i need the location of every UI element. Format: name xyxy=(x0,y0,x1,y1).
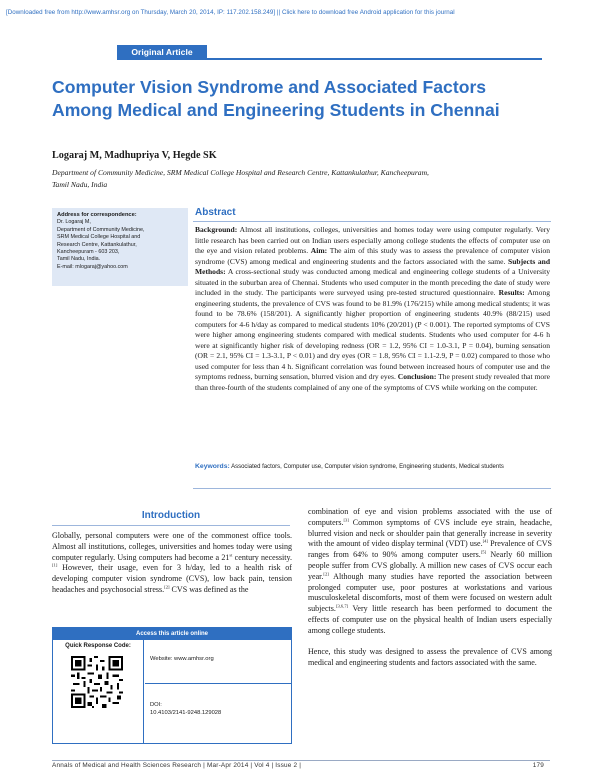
abstract-methods-text: A cross-sectional study was conducted among medical and engineering college students of a University situated in the suburban area of Chennai. Students who used computer in the month preceding the date of study were included in the study. The participants were surveyed using pre-tested structured questionnaire. xyxy=(195,267,550,297)
correspondence-line: SRM Medical College Hospital and xyxy=(57,234,141,241)
keywords-label: Keywords: xyxy=(195,463,230,470)
access-box-title: Access this article online xyxy=(53,628,291,640)
intro-text: Prevalence of CVS ranges from 64% to 90% among computer users. xyxy=(308,539,553,560)
abstract-conclusion-text: The present study revealed that more than three-fourth of the students complained of any one of the symptoms of CVS while working on the computer. xyxy=(195,372,550,392)
citation[interactable]: [3,6,7] xyxy=(335,603,349,609)
section-tag-label: Original Article xyxy=(117,45,207,59)
introduction-rule xyxy=(52,525,290,526)
section-rule xyxy=(117,58,542,60)
abstract-methods-label: Subjects and Methods: xyxy=(195,256,551,276)
qr-label: Quick Response Code: xyxy=(65,643,131,649)
intro-text: Although many studies have reported the association between prolonged computer use, poor postures at workstations and various musculoskeletal discomforts, most of them were focused on western adult subjects. xyxy=(308,571,552,614)
citation[interactable]: [3] xyxy=(343,517,349,523)
correspondence-email[interactable]: E-mail: mlogaraj@yahoo.com xyxy=(57,263,128,270)
abstract-aim-label: Aim: xyxy=(310,246,328,255)
intro-text: Common symptoms of CVS include eye strain, headache, blurred vision and neck or shoulder pain that generally increase in severity with the amount of video display terminal (VDT) use. xyxy=(308,517,552,549)
access-doi xyxy=(145,685,291,743)
intro-text: Nearly 60 million people suffer from CVS globally. A million new cases of CVS occur each year. xyxy=(308,550,552,581)
intro-text: century necessity. xyxy=(232,552,292,562)
intro-column-2 xyxy=(308,507,552,680)
citation[interactable]: [1] xyxy=(52,562,58,568)
affiliation-line-1: Department of Community Medicine, SRM Medical College Hospital and Research Centre, Kattankulathur, Kancheepuram, xyxy=(52,168,429,177)
correspondence-line: Research Centre, Kattankulathur, xyxy=(57,241,137,248)
intro-text: combination of eye and vision problems associated with the use of computers. xyxy=(308,507,552,527)
abstract-body xyxy=(195,225,550,393)
abstract-background-text: Almost all institutions, colleges, universities and homes today were using computer regularly. Very little research has been carried out on Indian users especially among college students the effects of computer use on the eye and vision related problems. xyxy=(195,225,550,255)
intro-paragraph xyxy=(308,507,552,637)
citation[interactable]: [5] xyxy=(480,549,487,555)
intro-text: CVS was defined as the xyxy=(169,584,249,594)
intro-text: Very little research has been performed to document the effects of computer use on the physical health of Indian users especially among college students. xyxy=(308,604,552,635)
qr-panel xyxy=(53,640,144,744)
correspondence-line: Dr. Logaraj M, xyxy=(57,219,91,226)
article-title xyxy=(52,76,572,122)
title-line-1: Computer Vision Syndrome and Associated Factors xyxy=(52,77,487,97)
correspondence-line: Tamil Nadu, India. xyxy=(57,256,101,263)
abstract-heading: Abstract xyxy=(195,207,236,218)
download-banner[interactable]: [Downloaded free from http://www.amhsr.org on Thursday, March 20, 2014, IP: 117.202.158.249] || Click here to download free Android application for this journal xyxy=(6,9,455,16)
access-online-box xyxy=(52,627,292,744)
correspondence-line: Department of Community Medicine, xyxy=(57,226,145,233)
footer-journal: Annals of Medical and Health Sciences Research | Mar-Apr 2014 | Vol 4 | Issue 2 | xyxy=(52,762,302,769)
abstract-rule xyxy=(193,221,551,222)
footer-rule xyxy=(52,760,550,761)
intro-text: However, their usage, even for 3 h/day, led to a health risk of developing computer vision syndrome (CVS), low back pain, tension headaches and psychosocial stress. xyxy=(52,563,292,594)
title-line-2: Among Medical and Engineering Students in Chennai xyxy=(52,100,500,120)
citation[interactable]: [4] xyxy=(482,538,488,544)
correspondence-line: Kancheepuram - 603 203, xyxy=(57,249,120,256)
doi-label: DOI: xyxy=(150,702,162,708)
access-website[interactable]: Website: www.amhsr.org xyxy=(145,640,291,684)
citation[interactable]: [2] xyxy=(164,584,170,590)
intro-column-1 xyxy=(52,531,292,596)
keywords-text: Associated factors, Computer use, Computer vision syndrome, Engineering students, Medical students xyxy=(229,464,504,470)
citation[interactable]: [2] xyxy=(323,571,329,577)
affiliation-line-2: Tamil Nadu, India xyxy=(52,179,108,189)
abstract-results-text: Among engineering students, the prevalence of CVS was found to be 81.9% (176/215) while among medical students; it was found to be 78.6% (158/201). A significantly higher proportion of engineering students 40.9% (88/215) used computers for 4-6 h/day as compared to medical students 10% (20/201) (P < 0.001). The reported symptoms of CVS were higher among engineering students compared with medical students. Students who used computer for 4-6 h were at significantly higher risk of developing redness (OR = 1.2, 95% CI = 1.0-3.1, P = 0.04), burning sensation (OR = 2.1, 95% CI = 1.3-3.1, P < 0.01) and dry eyes (OR = 1.8, 95% CI = 1.1-2.9, P = 0.02) compared to those who used computer for less than 4 h. Significant correlation was found between increased hours of computer use and the symptoms redness, burning sensation, blurred vision and dry eyes. xyxy=(195,288,550,381)
abstract-aim-text: The aim of this study was to assess the prevalence of computer vision syndrome (CVS) among medical and engineering students and the factors associated with the same. xyxy=(195,246,550,266)
abstract-results-label: Results: xyxy=(498,288,525,297)
authors: Logaraj M, Madhupriya V, Hegde SK xyxy=(52,150,217,161)
abstract-conclusion-label: Conclusion: xyxy=(397,372,437,381)
keywords xyxy=(195,462,550,473)
correspondence-heading: Address for correspondence: xyxy=(57,212,137,218)
superscript: st xyxy=(229,551,233,557)
affiliation xyxy=(52,167,572,190)
abstract-background-label: Background: xyxy=(195,225,238,234)
section-tag xyxy=(117,45,542,61)
correspondence-box xyxy=(52,208,188,286)
keywords-rule xyxy=(193,488,551,489)
intro-paragraph: Hence, this study was designed to assess the prevalence of CVS among medical and engineering students and factors associated with the same. xyxy=(308,647,552,668)
page-footer xyxy=(52,762,550,769)
introduction-heading: Introduction xyxy=(141,510,201,521)
qr-code-icon[interactable] xyxy=(71,656,123,708)
doi-value[interactable]: 10.4103/2141-9248.129028 xyxy=(150,710,222,716)
intro-text: Globally, personal computers were one of the commonest office tools. Almost all institutions, colleges, universities and homes today were using computer regularly. Using computers had become a 21 xyxy=(52,531,292,562)
page-number: 179 xyxy=(532,762,544,769)
